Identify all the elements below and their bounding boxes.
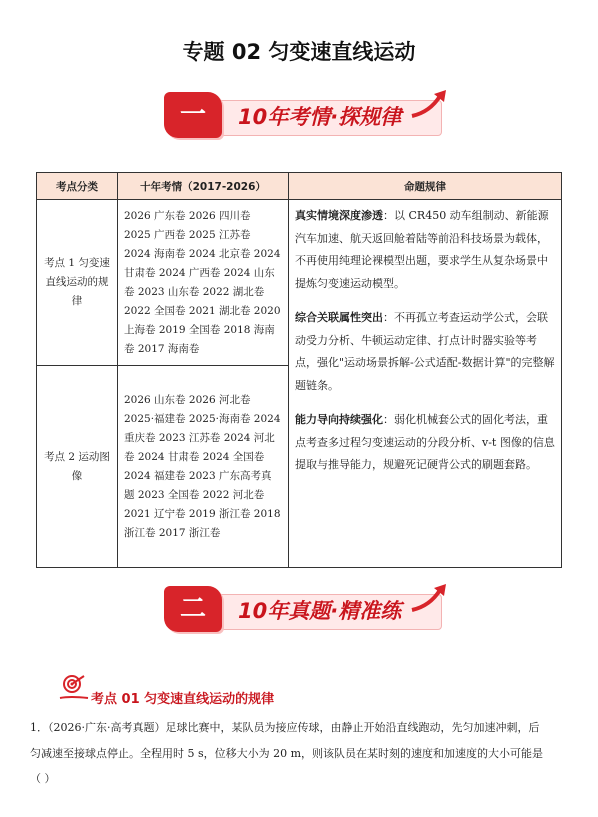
banner-past-questions: [160, 580, 450, 640]
section-heading: [58, 674, 558, 707]
header-years: 十年考情（2017-2026）: [118, 173, 289, 200]
year-line: 2024 福建卷 2023 广东高考真: [124, 469, 272, 482]
rule-heading: 综合关联属性突出: [295, 311, 383, 324]
years-cell: [118, 366, 289, 568]
years-cell: [118, 200, 289, 366]
section-label: 考点 01 匀变速直线运动的规律: [91, 692, 275, 707]
exam-trends-table: [36, 172, 562, 568]
year-line: 卷 2017 海南卷: [124, 342, 200, 355]
question-line: 1．（2026·广东·高考真题）足球比赛中，某队员为接应传球，由静止开始沿直线跑动，先匀加速冲刺，后: [30, 721, 540, 734]
banner-title: 10年真题·精准练: [238, 599, 402, 623]
rule-heading: 真实情境深度渗透: [295, 209, 383, 222]
rule-text: ：弱化机械套公式的固化考法，重点考查多过程匀变速运动的分段分析、v-t 图像的信息提取与推导能力，规避死记硬背公式的刷题套路。: [295, 413, 555, 471]
year-line: 甘肃卷 2024 广西卷 2024 山东: [124, 266, 275, 279]
arrow-up-icon: [410, 582, 450, 612]
year-line: 重庆卷 2023 江苏卷 2024 河北: [124, 431, 275, 444]
page-title: 专题 02 匀变速直线运动: [182, 40, 416, 64]
banner-number: 一: [179, 100, 206, 130]
target-icon: [58, 674, 90, 700]
year-line: 2022 全国卷 2021 湖北卷 2020: [124, 304, 281, 317]
table-header-row: [37, 173, 562, 200]
question-line: 匀减速至接球点停止。全程用时 5 s，位移大小为 20 m，则该队员在某时刻的速度和加速度的大小可能是: [30, 746, 544, 760]
category-cell: 考点 1 匀变速直线运动的规律: [37, 200, 118, 366]
rule-text: ：不再孤立考查运动学公式，会联动受力分析、牛顿运动定律、打点计时器实验等考点，强化"运动场景拆解-公式适配-数据计算"的完整解题链条。: [295, 311, 555, 392]
rule-paragraph: [295, 307, 555, 397]
year-line: 上海卷 2019 全国卷 2018 海南: [124, 323, 275, 336]
year-line: 2024 海南卷 2024 北京卷 2024: [124, 247, 281, 260]
arrow-up-icon: [410, 88, 450, 118]
rule-paragraph: [295, 205, 555, 295]
banner-title: 10年考情·探规律: [238, 105, 402, 129]
table-row: [37, 200, 562, 366]
banner-number: 二: [179, 594, 206, 624]
rule-heading: 能力导向持续强化: [295, 413, 383, 426]
year-line: 2026 广东卷 2026 四川卷: [124, 209, 251, 222]
year-line: 2025 广西卷 2025 江苏卷: [124, 228, 251, 241]
year-line: 2026 山东卷 2026 河北卷: [124, 393, 251, 406]
banner-badge: [164, 586, 222, 632]
year-line: 浙江卷 2017 浙江卷: [124, 526, 221, 539]
rules-cell: [289, 200, 562, 568]
year-line: 2021 辽宁卷 2019 浙江卷 2018: [124, 507, 281, 520]
year-line: 卷 2024 甘肃卷 2024 全国卷: [124, 450, 265, 463]
rule-paragraph: [295, 409, 555, 477]
header-category: 考点分类: [37, 173, 118, 200]
year-line: 卷 2023 山东卷 2022 湖北卷: [124, 285, 265, 298]
year-line: 题 2023 全国卷 2022 河北卷: [124, 488, 265, 501]
header-rules: 命题规律: [289, 173, 562, 200]
question-line: （ ）: [30, 772, 56, 785]
banner-exam-trends: [160, 86, 450, 146]
rule-text: ：以 CR450 动车组制动、新能源汽车加速、航天返回舱着陆等前沿科技场景为载体，不再使用纯理论裸模型出题，要求学生从复杂场景中提炼匀变速运动模型。: [295, 209, 549, 290]
question-1: [30, 715, 570, 792]
year-line: 2025·福建卷 2025·海南卷 2024: [124, 412, 281, 425]
category-cell: 考点 2 运动图像: [37, 366, 118, 568]
banner-badge: [164, 92, 222, 138]
